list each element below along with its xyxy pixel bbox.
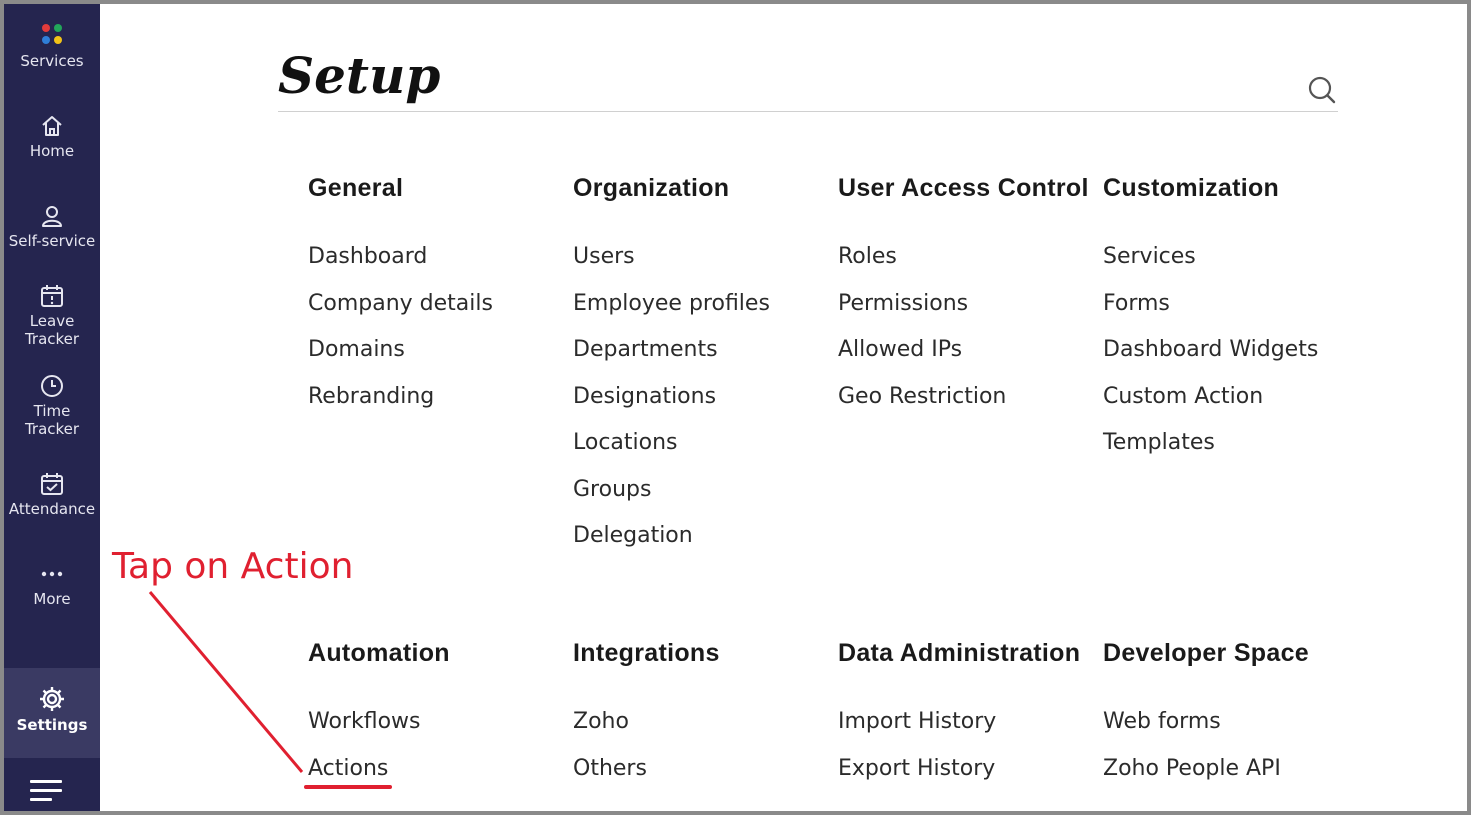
link-import-history[interactable]: Import History	[838, 709, 997, 734]
section-heading-automation: Automation	[308, 639, 450, 667]
gear-icon	[37, 684, 67, 714]
link-actions[interactable]: Actions	[308, 756, 389, 781]
sidebar-item-self-service[interactable]	[4, 202, 100, 250]
link-departments[interactable]: Departments	[573, 337, 718, 362]
section-heading-general: General	[308, 174, 404, 202]
link-others[interactable]: Others	[573, 756, 647, 781]
link-company-details[interactable]: Company details	[308, 291, 493, 316]
link-designations[interactable]: Designations	[573, 384, 717, 409]
search-icon[interactable]	[1306, 74, 1338, 106]
title-divider	[278, 111, 1338, 112]
link-export-history[interactable]: Export History	[838, 756, 996, 781]
link-permissions[interactable]: Permissions	[838, 291, 969, 316]
link-allowed-ips[interactable]: Allowed IPs	[838, 337, 963, 362]
services-dots-icon	[38, 22, 66, 50]
section-heading-organization: Organization	[573, 174, 730, 202]
sidebar	[4, 4, 100, 815]
link-locations[interactable]: Locations	[573, 430, 678, 455]
sidebar-item-label: Leave	[29, 312, 75, 330]
hamburger-menu-icon[interactable]	[30, 780, 64, 804]
calendar-check-icon	[38, 470, 66, 498]
link-zoho[interactable]: Zoho	[573, 709, 629, 734]
sidebar-item-label: Attendance	[8, 500, 96, 518]
link-workflows[interactable]: Workflows	[308, 709, 421, 734]
link-users[interactable]: Users	[573, 244, 635, 269]
section-heading-user-access-control: User Access Control	[838, 174, 1089, 202]
sidebar-item-leave-tracker[interactable]	[4, 282, 100, 348]
section-heading-data-administration: Data Administration	[838, 639, 1081, 667]
link-zoho-people-api[interactable]: Zoho People API	[1103, 756, 1281, 781]
sidebar-item-label: Self-service	[8, 232, 96, 250]
user-icon	[38, 202, 66, 230]
page-title: Setup	[278, 46, 441, 105]
link-services[interactable]: Services	[1103, 244, 1196, 269]
home-icon	[38, 112, 66, 140]
sidebar-item-settings[interactable]	[4, 668, 100, 758]
sidebar-item-time-tracker[interactable]	[4, 372, 100, 438]
sidebar-item-label: Tracker	[24, 330, 80, 348]
link-roles[interactable]: Roles	[838, 244, 897, 269]
link-forms[interactable]: Forms	[1103, 291, 1170, 316]
link-custom-action[interactable]: Custom Action	[1103, 384, 1264, 409]
section-heading-customization: Customization	[1103, 174, 1280, 202]
sidebar-item-label: Settings	[16, 716, 88, 734]
link-dashboard-widgets[interactable]: Dashboard Widgets	[1103, 337, 1319, 362]
link-geo-restriction[interactable]: Geo Restriction	[838, 384, 1007, 409]
link-dashboard[interactable]: Dashboard	[308, 244, 428, 269]
section-heading-developer-space: Developer Space	[1103, 639, 1309, 667]
sidebar-item-label: Time	[33, 402, 71, 420]
sidebar-item-home[interactable]	[4, 112, 100, 160]
sidebar-item-more[interactable]	[4, 560, 100, 608]
link-web-forms[interactable]: Web forms	[1103, 709, 1221, 734]
clock-icon	[38, 372, 66, 400]
annotation-arrow	[4, 4, 1471, 815]
sidebar-item-label: Services	[20, 52, 84, 70]
sidebar-item-label: More	[33, 590, 71, 608]
section-heading-integrations: Integrations	[573, 639, 720, 667]
annotation-label: Tap on Action	[112, 546, 354, 587]
link-domains[interactable]: Domains	[308, 337, 405, 362]
sidebar-item-label: Home	[29, 142, 75, 160]
sidebar-item-label: Tracker	[24, 420, 80, 438]
link-groups[interactable]: Groups	[573, 477, 652, 502]
calendar-icon	[38, 282, 66, 310]
sidebar-item-services[interactable]	[4, 22, 100, 70]
sidebar-item-attendance[interactable]	[4, 470, 100, 518]
link-employee-profiles[interactable]: Employee profiles	[573, 291, 770, 316]
link-delegation[interactable]: Delegation	[573, 523, 693, 548]
more-dots-icon	[38, 560, 66, 588]
link-templates[interactable]: Templates	[1103, 430, 1215, 455]
link-rebranding[interactable]: Rebranding	[308, 384, 435, 409]
